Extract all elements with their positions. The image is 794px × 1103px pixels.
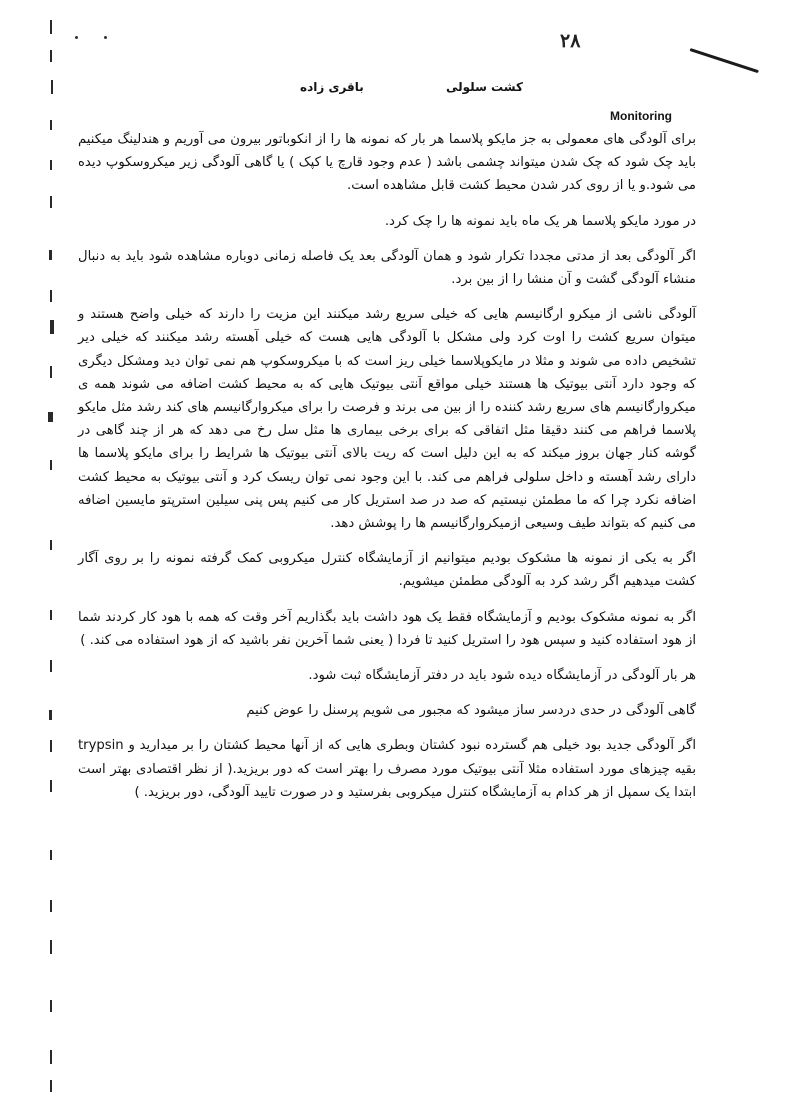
paragraph: برای آلودگی های معمولی به جز مایکو پلاسما هر بار که نمونه ها را از انکوباتور بیرون می آوریم و هندلینگ میکنیم باید چک شود که چک شدن میتواند چشمی باشد ( عدم وجود قارچ یا کپک ) یا گاهی آلودگی زیر میکروسکوپ دیده می شود.و یا از روی کدر شدن محیط کشت قابل مشاهده است. (78, 132, 696, 194)
paragraph: اگر به یکی از نمونه ها مشکوک بودیم میتوانیم از آزمایشگاه کنترل میکروبی کمک گرفته نمونه را بر روی آگار کشت میدهیم اگر رشد کرد به آلودگی مطمئن میشویم. (78, 551, 696, 590)
paragraph: آلودگی ناشی از میکرو ارگانیسم هایی که خیلی سریع رشد میکنند این مزیت را دارند که خیلی واضح هستند و میتوان سریع کشت را اوت کرد ولی مشکل با آلودگی هایی هست که خیلی آهسته رشد میکنند که خیلی دیر تشخیص داده می شوند و مثلا در مایکوپلاسما خیلی ریز است که با میکروسکوپ هم نمی توان دید ومشکل دیگری که وجود دارد آنتی بیوتیک ها هستند خیلی مواقع آنتی بیوتیک هایی که به محیط کشت اضافه می شوند همه ی میکروارگانیسم های سریع رشد کننده را از بین می برند و فرصت را برای میکروارگانیسم های کند رشد مثل مایکو پلاسما فراهم می کنند دقیقا مثل اتفاقی که برای برخی بیماری ها مثل سل رخ می دهد که هر از چند گاهی در گوشه کنار جهان بروز میکند که به این دلیل است که ریت بالای آنتی بیوتیک ها شرایط را برای مایکو پلاسما ها دارای رشد آهسته و داخل سلولی فراهم می کند. با این وجود نمی توان ریسک کرد و آنتی بیوتیک به محیط کشت اضافه نکرد چرا که ما مطمئن نیستیم که صد در صد استریل کار می کنیم پس پنی سیلین استرپتو مایسین اضافه می کنیم که بتواند طیف وسیعی ازمیکروارگانیسم ها را پوشش دهد. (78, 307, 696, 532)
paragraph: اگر به نمونه مشکوک بودیم و آزمایشگاه فقط یک هود داشت باید بگذاریم آخر وقت که همه با هود کار کردند شما از هود استفاده کنید و سپس هود را استریل کنید تا فردا ( یعنی شما آخرین نفر باشید که از هود استفاده می کند. ) (78, 609, 696, 648)
paragraph: در مورد مایکو پلاسما هر یک ماه باید نمونه ها را چک کرد. (384, 213, 696, 229)
header-title: کشت سلولی (446, 80, 523, 94)
paragraph: گاهی آلودگی در حدی دردسر ساز میشود که مجبور می شویم پرسنل را عوض کنیم (246, 703, 696, 719)
section-heading: Monitoring (610, 109, 672, 123)
paragraph: اگر آلودگی بعد از مدتی مجددا تکرار شود و همان آلودگی بعد یک فاصله زمانی دوباره مشاهده شود باید به دنبال منشاء آلودگی گشت و آن منشا را از بین برد. (78, 248, 696, 288)
scan-speck (104, 36, 107, 39)
paragraph: اگر آلودگی جدید بود خیلی هم گسترده نبود کشتان وبطری هایی که از آنها محیط کشتان را بر میدارید و trypsin بقیه چیزهای مورد استفاده مثلا آنتی بیوتیک مورد مصرف را بهتر است که دور بریزید.( از نظر اقتصادی بهتر است ابتدا یک سمپل از هر کدام به آزمایشگاه کنترل میکروبی بفرستید و در صورت تایید آلودگی، دور بریزید. ) (78, 738, 696, 800)
paragraph: هر بار آلودگی در آزمایشگاه دیده شود باید در دفتر آزمایشگاه ثبت شود. (308, 668, 696, 684)
body-text (78, 128, 696, 816)
left-margin-marks (28, 20, 68, 1100)
scan-speck (75, 36, 78, 39)
header-author: باقری زاده (300, 80, 364, 94)
page-number: ۲۸ (560, 30, 581, 52)
pen-mark (690, 48, 759, 73)
